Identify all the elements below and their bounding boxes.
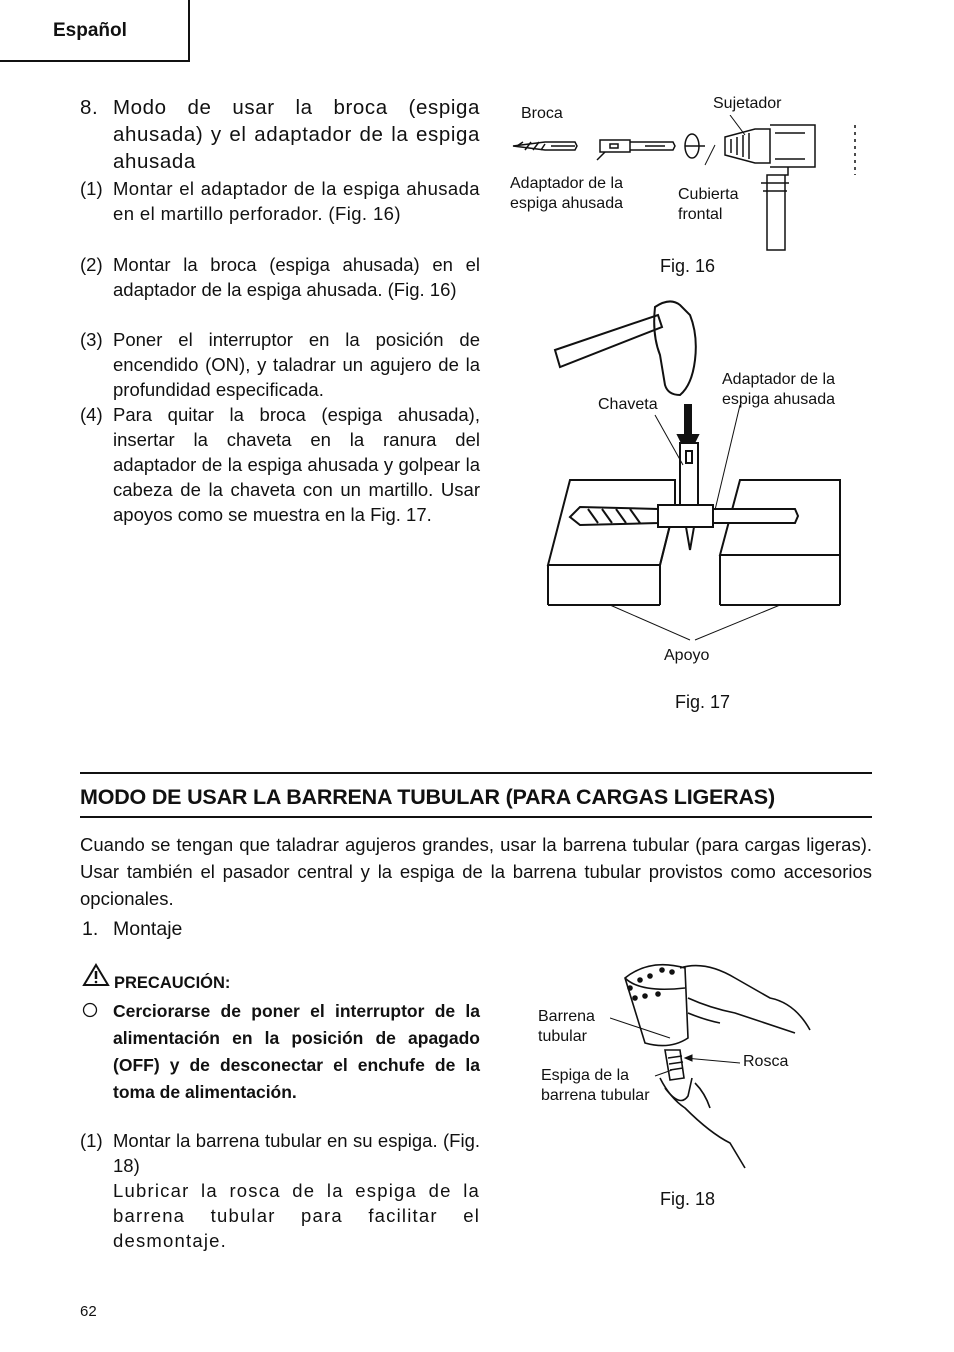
fig16-label-adaptador: Adaptador de la espiga ahusada (510, 175, 623, 212)
step-4-number: (4) (80, 404, 103, 425)
step-2-number: (2) (80, 254, 103, 275)
tubular-step-1-line2: Lubricar la rosca de la espiga de la barrena tubular para facilitar el desmontaje. (113, 1180, 480, 1251)
section-8-number: 8. (80, 96, 99, 119)
step-1-number: (1) (80, 178, 103, 199)
bullet-circle-icon (82, 1002, 98, 1018)
fig18-label-barrena: Barrena tubular (538, 1008, 595, 1045)
fig17-label-chaveta: Chaveta (598, 396, 658, 413)
warning-icon (82, 963, 110, 987)
fig17-caption: Fig. 17 (675, 692, 731, 712)
step-3-text: Poner el interruptor en la posición de encendido (ON), y taladrar un agujero de la profundidad especificada. (113, 329, 480, 400)
step-4-text: Para quitar la broca (espiga ahusada), insertar la chaveta en la ranura del adaptador de la espiga ahusada y golpear la cabeza de la chaveta con un martillo. Usar apoyos como se muestra en la Fig. 17. (113, 404, 480, 525)
section-8-title: Modo de usar la broca (espiga ahusada) y el adaptador de la espiga ahusada (113, 96, 480, 173)
step-3-number: (3) (80, 329, 103, 350)
fig16-caption: Fig. 16 (660, 256, 716, 276)
tubular-step-1-line1: Montar la barrena tubular en su espiga. (Fig. 18) (113, 1130, 480, 1176)
fig16-label-broca: Broca (521, 105, 563, 122)
caution-title: PRECAUCIÓN: (114, 974, 231, 992)
step-1-text: Montar el adaptador de la espiga ahusada en el martillo perforador. (Fig. 16) (113, 178, 480, 224)
section-tubular-heading (80, 772, 872, 818)
fig18-label-espiga: Espiga de la barrena tubular (541, 1067, 650, 1104)
caution-text: Cerciorarse de poner el interruptor de la alimentación en la posición de apagado (OFF) y de desconectar el enchufe de la toma de alimentación. (113, 1001, 480, 1102)
montaje-heading: Montaje (113, 918, 183, 940)
fig18-caption: Fig. 18 (660, 1189, 716, 1209)
fig17-label-adaptador: Adaptador de la espiga ahusada (722, 371, 835, 408)
fig16-label-cubierta: Cubierta frontal (678, 186, 739, 223)
fig17-label-apoyo: Apoyo (664, 647, 710, 664)
section-tubular-title: MODO DE USAR LA BARRENA TUBULAR (PARA CARGAS LIGERAS) (80, 785, 775, 809)
tubular-step-1-number: (1) (80, 1130, 103, 1151)
fig16-label-sujetador: Sujetador (713, 95, 782, 112)
language-tab (0, 0, 190, 62)
step-2-text: Montar la broca (espiga ahusada) en el adaptador de la espiga ahusada. (Fig. 16) (113, 254, 480, 300)
fig18-label-rosca: Rosca (743, 1053, 789, 1070)
page-number: 62 (80, 1303, 97, 1320)
fig17-illustration (540, 295, 870, 645)
section-tubular-intro: Cuando se tengan que taladrar agujeros grandes, usar la barrena tubular (para cargas ligeras). Usar también el pasador central y la espiga de la barrena tubular provistos como accesorios opcionales. (80, 834, 872, 909)
montaje-number: 1. (82, 918, 99, 940)
language-label: Español (53, 20, 127, 41)
